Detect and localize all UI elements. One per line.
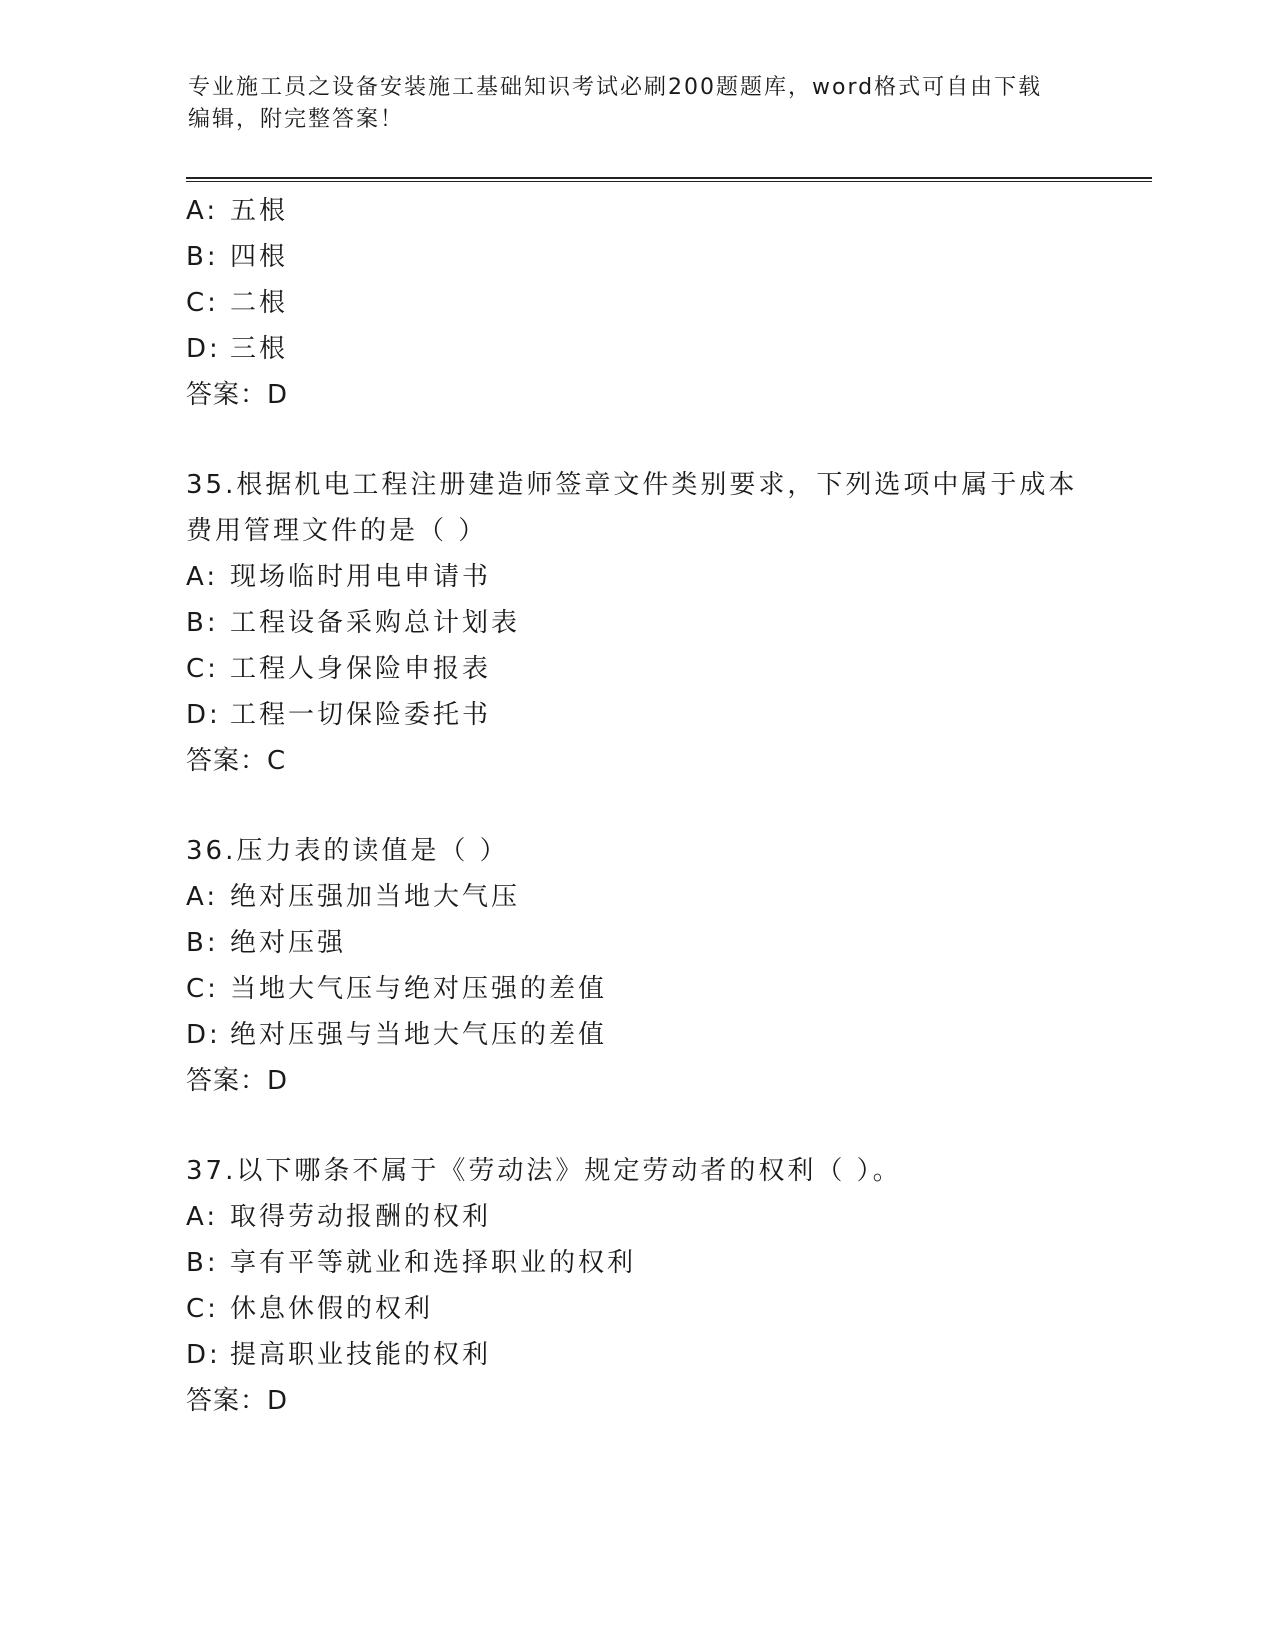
option-text: 享有平等就业和选择职业的权利: [230, 1248, 637, 1278]
answer-line: 答案：D: [186, 380, 289, 410]
document-header: [188, 72, 1068, 136]
option-letter: B:: [186, 242, 219, 272]
answer-line: 答案：C: [186, 746, 287, 776]
option-text: 绝对压强与当地大气压的差值: [230, 1020, 608, 1050]
option-letter: C:: [186, 654, 219, 684]
option-text: 绝对压强加当地大气压: [230, 882, 521, 912]
question-stem-line: 费用管理文件的是（ ）: [186, 516, 488, 546]
option-text: 工程一切保险委托书: [230, 700, 492, 730]
option-text: 休息休假的权利: [230, 1294, 434, 1324]
prev-question-block: [186, 188, 1146, 418]
option-text: 四根: [230, 242, 289, 272]
option-a: [186, 1194, 1146, 1240]
option-letter: A:: [186, 196, 219, 226]
option-c: [186, 280, 1146, 326]
option-text: 绝对压强: [230, 928, 347, 958]
option-a: [186, 554, 1146, 600]
header-divider: [186, 177, 1152, 182]
option-d: [186, 1012, 1146, 1058]
option-letter: A:: [186, 882, 219, 912]
option-text: 三根: [230, 334, 289, 364]
question-37-block: [186, 1148, 1146, 1424]
option-b: [186, 234, 1146, 280]
option-text: 取得劳动报酬的权利: [230, 1202, 492, 1232]
option-b: [186, 1240, 1146, 1286]
option-letter: D:: [186, 334, 221, 364]
option-letter: C:: [186, 974, 219, 1004]
option-d: [186, 326, 1146, 372]
option-c: [186, 966, 1146, 1012]
option-letter: A:: [186, 562, 219, 592]
question-gap: [186, 418, 1146, 462]
option-letter: B:: [186, 1248, 219, 1278]
option-text: 当地大气压与绝对压强的差值: [230, 974, 608, 1004]
question-content: [186, 188, 1146, 1424]
option-d: [186, 1332, 1146, 1378]
answer-line: 答案：D: [186, 1386, 289, 1416]
question-stem-line: 36.压力表的读值是（ ）: [186, 836, 509, 866]
option-letter: D:: [186, 1340, 221, 1370]
option-letter: B:: [186, 608, 219, 638]
question-36-block: [186, 828, 1146, 1104]
option-letter: D:: [186, 700, 221, 730]
option-b: [186, 600, 1146, 646]
option-text: 五根: [230, 196, 289, 226]
option-letter: C:: [186, 1294, 219, 1324]
question-stem-line: 37.以下哪条不属于《劳动法》规定劳动者的权利（ ）。: [186, 1156, 902, 1186]
header-title-line-2: 编辑，附完整答案！: [188, 107, 405, 132]
option-text: 现场临时用电申请书: [230, 562, 492, 592]
option-text: 工程设备采购总计划表: [230, 608, 521, 638]
option-letter: D:: [186, 1020, 221, 1050]
option-b: [186, 920, 1146, 966]
question-35-block: [186, 462, 1146, 784]
question-gap: [186, 1104, 1146, 1148]
option-letter: A:: [186, 1202, 219, 1232]
option-text: 工程人身保险申报表: [230, 654, 492, 684]
header-title-line-1: 专业施工员之设备安装施工基础知识考试必刷200题题库，word格式可自由下载: [188, 75, 1043, 100]
option-letter: C:: [186, 288, 219, 318]
question-stem-line: 35.根据机电工程注册建造师签章文件类别要求，下列选项中属于成本: [186, 470, 1078, 500]
option-c: [186, 1286, 1146, 1332]
option-a: [186, 188, 1146, 234]
option-d: [186, 692, 1146, 738]
option-text: 二根: [230, 288, 289, 318]
option-a: [186, 874, 1146, 920]
option-text: 提高职业技能的权利: [230, 1340, 492, 1370]
option-c: [186, 646, 1146, 692]
option-letter: B:: [186, 928, 219, 958]
answer-line: 答案：D: [186, 1066, 289, 1096]
question-gap: [186, 784, 1146, 828]
